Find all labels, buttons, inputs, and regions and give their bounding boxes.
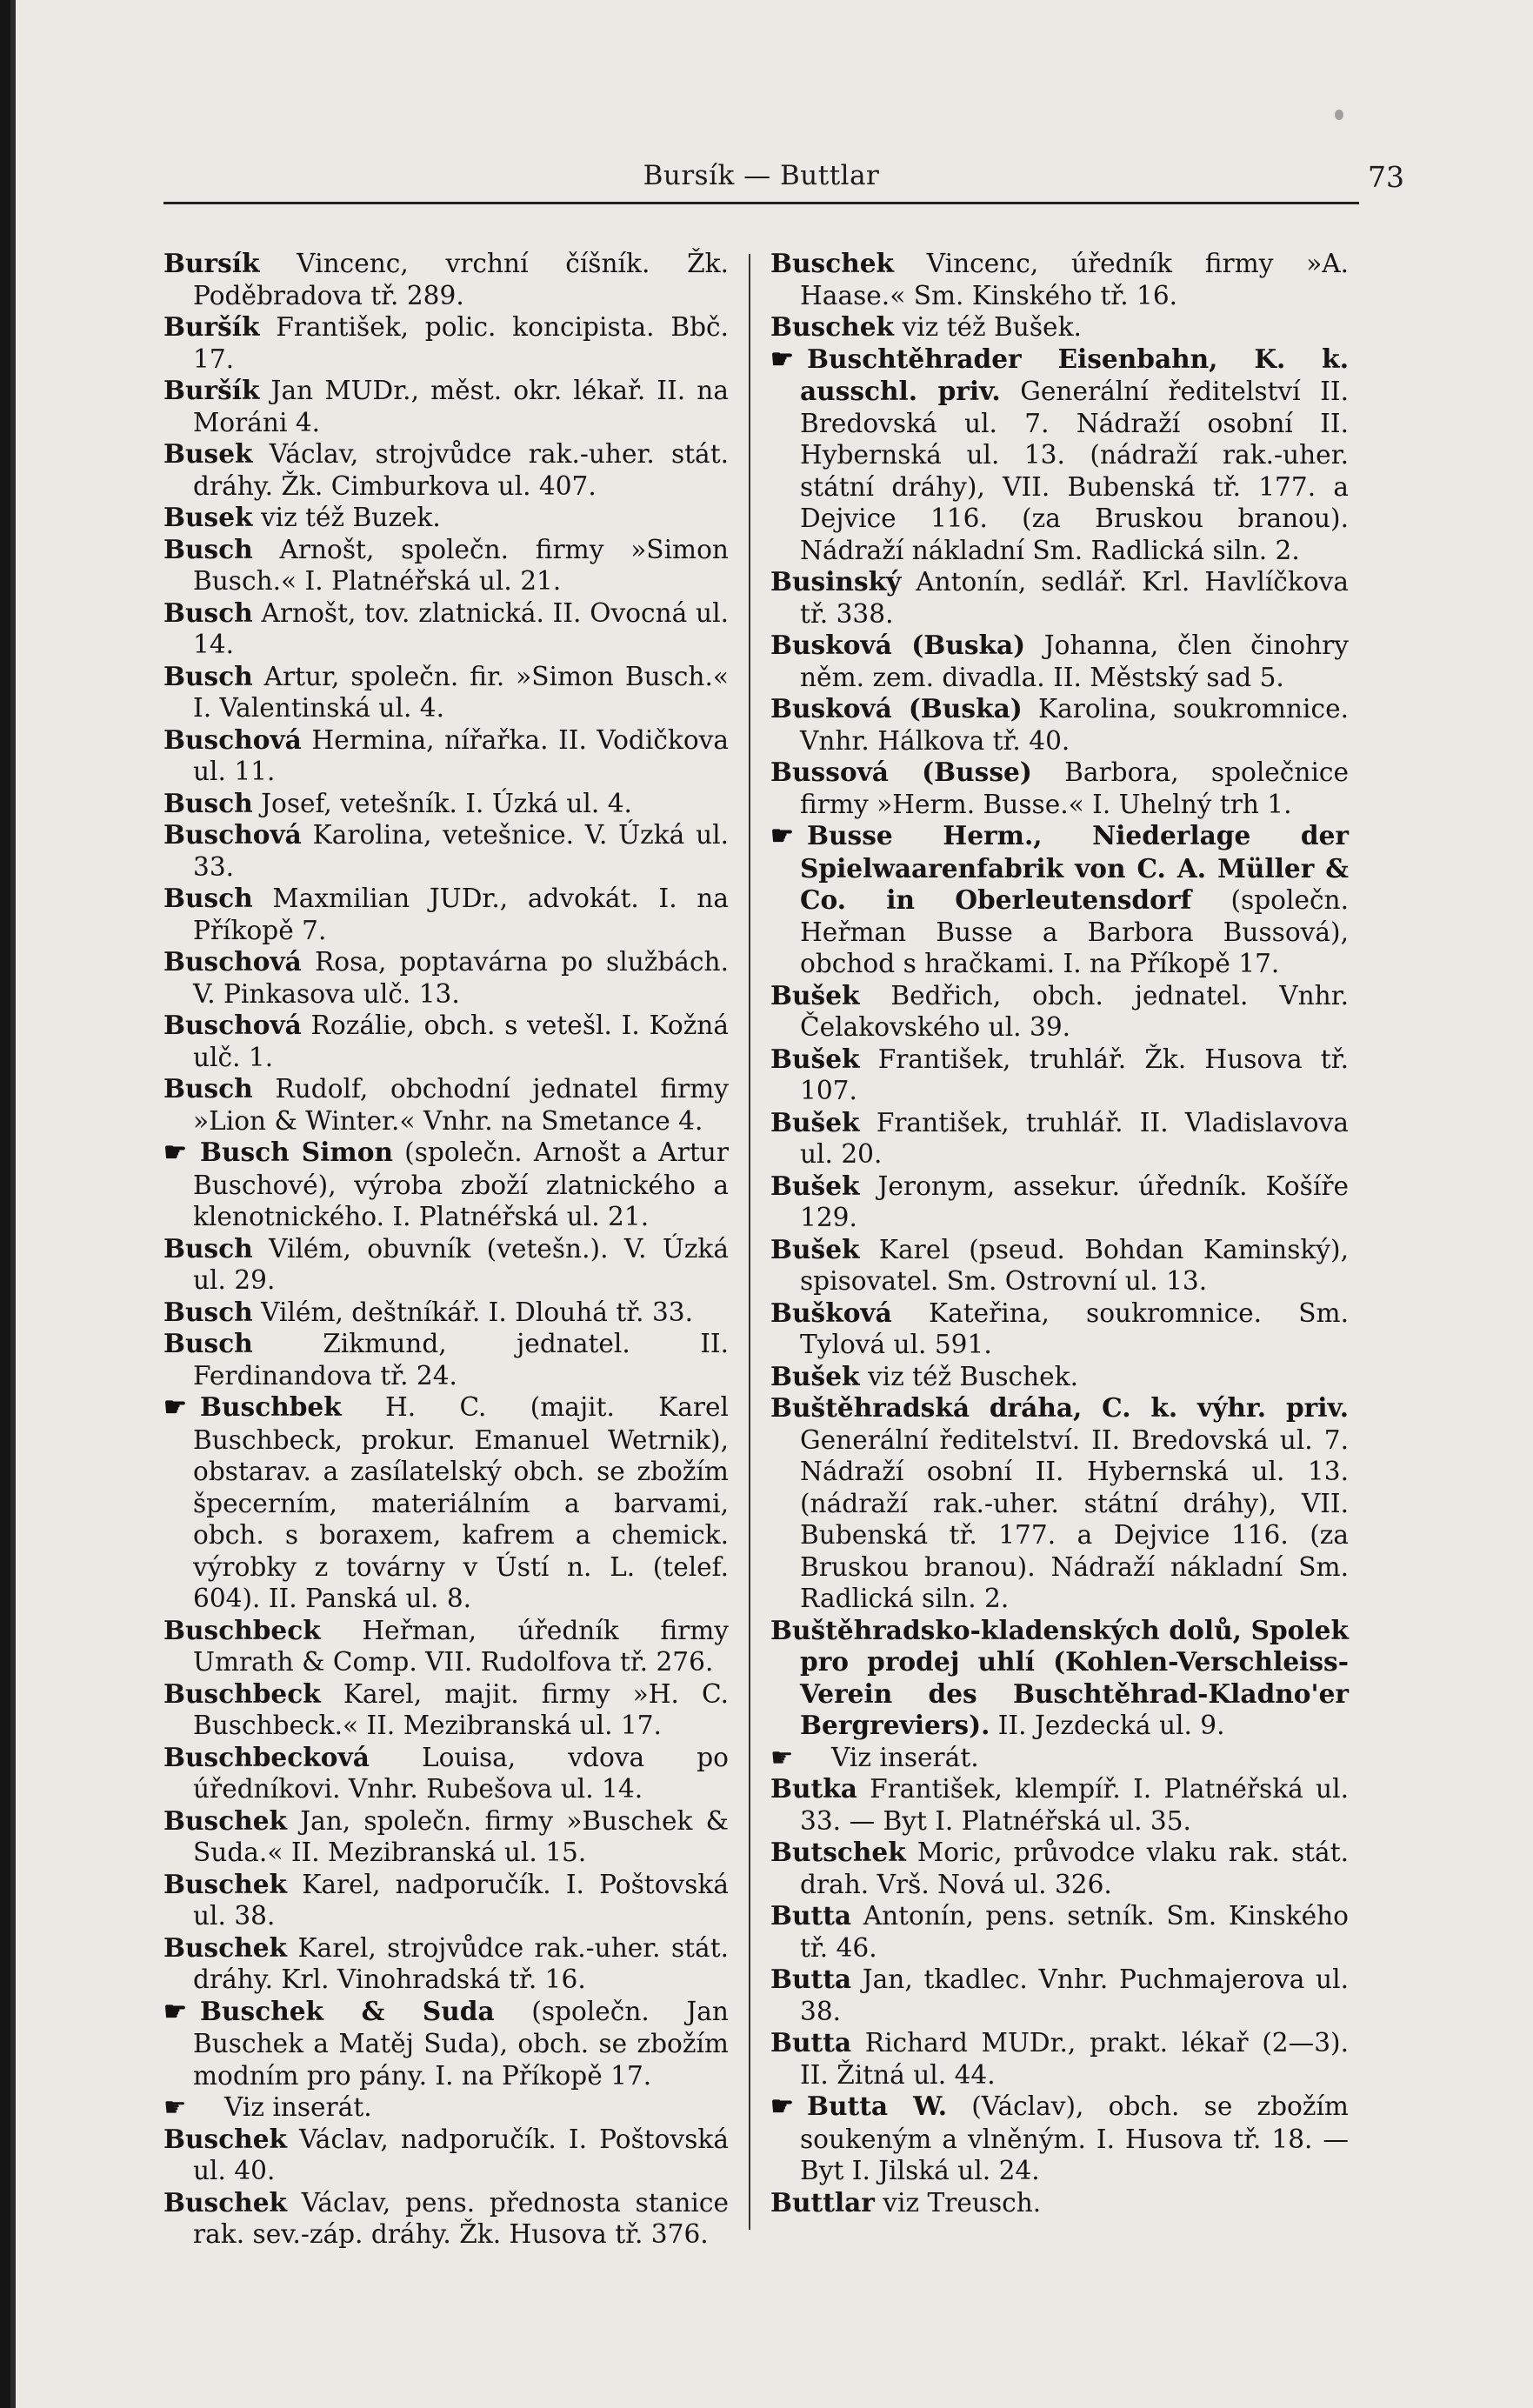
entry-name: Buschbek xyxy=(200,1391,342,1422)
directory-entry xyxy=(770,1900,1349,1964)
entry-details: Zikmund, jednatel. II. Ferdinandova tř. 24. xyxy=(193,1329,729,1391)
entry-details: Generální ředitelství. II. Bredovská ul. 7. Nádraží osobní II. Hybernská ul. 13. (nádraží rak.-uher. státní dráhy), VII. Bubenská tř. 177. a Dejvice 116. (za Bruskou branou). Nádraží nákladní Sm. Radlická siln. 2. xyxy=(800,1424,1349,1613)
pointing-hand-icon: ☛ xyxy=(163,1137,187,1168)
entry-name: Busch xyxy=(163,533,253,564)
entry-details: (společn. Jan Buschek a Matěj Suda), obch. se zbožím modním pro pány. I. na Příkopě 17. xyxy=(193,1996,729,2091)
entry-details: Heřman, úředník firmy Umrath & Comp. VII. Rudolfova tř. 276. xyxy=(193,1615,729,1677)
directory-page xyxy=(10,0,1533,2408)
entry-details: Rosa, poptavárna po službách. V. Pinkasova ulč. 13. xyxy=(193,947,729,1009)
directory-entry xyxy=(163,1678,729,1742)
directory-entry xyxy=(163,1742,729,1805)
entry-details: (společn. Heřman Busse a Barbora Bussová), obchod s hračkami. I. na Příkopě 17. xyxy=(800,885,1349,978)
entry-name: Busse Herm., Niederlage der Spielwaarenfabrik von C. A. Müller & Co. in Oberleutensdorf xyxy=(800,820,1349,915)
directory-entry xyxy=(770,820,1349,980)
entry-details: viz Treusch. xyxy=(874,2187,1042,2218)
entry-details: Karel, nadporučík. I. Poštovská ul. 38. xyxy=(193,1869,729,1931)
entry-name: Buschtěhrader Eisenbahn, K. k. ausschl. priv. xyxy=(800,343,1349,406)
directory-entry xyxy=(163,438,729,502)
entry-name: Buršík xyxy=(163,311,260,342)
directory-entry xyxy=(770,248,1349,311)
entry-details: (Václav), obch. se zbožím soukeným a vlněným. I. Husova tř. 18. — Byt I. Jilská ul. 24. xyxy=(800,2091,1349,2185)
entry-name: Butta xyxy=(770,1900,852,1931)
directory-entry xyxy=(770,2091,1349,2187)
entry-name: Buschbecková xyxy=(163,1741,370,1772)
directory-entry xyxy=(770,344,1349,567)
entry-details: viz též Buschek. xyxy=(859,1361,1079,1391)
pointing-hand-icon: ☛ xyxy=(770,344,794,375)
directory-entry xyxy=(770,1044,1349,1107)
entry-details: Vincenc, úředník firmy »A. Haase.« Sm. Kinského tř. 16. xyxy=(800,249,1349,310)
entry-details: Rudolf, obchodní jednatel firmy »Lion & Winter.« Vnhr. na Smetance 4. xyxy=(193,1074,729,1136)
entry-name: Bušek xyxy=(770,1170,860,1201)
entry-details: Antonín, sedlář. Krl. Havlíčkova tř. 338. xyxy=(800,567,1349,629)
entry-name: Buschbeck xyxy=(163,1678,321,1709)
advert-note xyxy=(163,2091,729,2124)
entry-name: Buschek xyxy=(163,1931,288,1963)
entry-name: Busch xyxy=(163,883,253,913)
running-head: Bursík — Buttlar xyxy=(643,160,880,191)
entry-name: Buštěhradská dráha, C. k. výhr. priv. xyxy=(770,1392,1349,1423)
directory-entry xyxy=(163,1073,729,1137)
directory-entry xyxy=(770,1615,1349,1742)
entry-name: Buschek xyxy=(163,1804,288,1836)
directory-entry xyxy=(770,1361,1349,1393)
directory-entry xyxy=(163,788,729,820)
advert-note-text: Viz inserát. xyxy=(831,1742,979,1772)
directory-entry xyxy=(770,980,1349,1044)
directory-entry xyxy=(163,661,729,724)
entry-name: Bušek xyxy=(770,1233,860,1264)
directory-entry xyxy=(163,248,729,311)
entry-details: Vilém, obuvník (vetešn.). V. Úzká ul. 29. xyxy=(193,1233,729,1295)
entry-details: Maxmilian JUDr., advokát. I. na Příkopě 7. xyxy=(193,884,729,945)
entry-details: Karolina, vetešnice. V. Úzká ul. 33. xyxy=(193,820,729,882)
entry-details: Bedřich, obch. jednatel. Vnhr. Čelakovského ul. 39. xyxy=(800,980,1349,1042)
directory-entry xyxy=(163,883,729,946)
entry-name: Busch xyxy=(163,660,253,691)
directory-entry xyxy=(163,819,729,883)
entry-details: Artur, společn. fir. »Simon Busch.« I. Valentinská ul. 4. xyxy=(193,661,729,723)
directory-entry xyxy=(770,1107,1349,1171)
directory-entry xyxy=(163,724,729,788)
entry-name: Buschek xyxy=(163,1868,288,1899)
entry-details: Rozálie, obch. s vetešl. I. Kožná ulč. 1. xyxy=(193,1011,729,1072)
entry-details: Arnošt, tov. zlatnická. II. Ovocná ul. 14. xyxy=(193,597,729,659)
entry-details: Generální ředitelství II. Bredovská ul. 7. Nádraží osobní II. Hybernská ul. 13. (nádraží rak.-uher. státní dráhy), VII. Bubenská tř. 177. a Dejvice 116. (za Bruskou branou). Nádraží nákladní Sm. Radlická siln. 2. xyxy=(800,377,1349,565)
directory-entry xyxy=(770,1773,1349,1837)
entry-details: Karel, strojvůdce rak.-uher. stát. dráhy. Krl. Vinohradská tř. 16. xyxy=(193,1932,729,1994)
directory-entry xyxy=(770,757,1349,820)
pointing-hand-icon: ☛ xyxy=(163,1996,187,2027)
entry-details: Kateřina, soukromnice. Sm. Tylová ul. 591. xyxy=(800,1297,1349,1359)
directory-entry xyxy=(163,502,729,534)
entry-details: František, truhlář. Žk. Husova tř. 107. xyxy=(800,1044,1349,1105)
entry-details: viz též Bušek. xyxy=(894,312,1082,342)
entry-details: Jan MUDr., měst. okr. lékař. II. na Moráni 4. xyxy=(193,376,729,437)
directory-entry xyxy=(770,2027,1349,2091)
entry-name: Bušek xyxy=(770,1106,860,1137)
entry-details: Václav, strojvůdce rak.-uher. stát. dráhy. Žk. Cimburkova ul. 407. xyxy=(193,439,729,501)
entry-name: Buršík xyxy=(163,375,260,405)
entry-name: Butschek xyxy=(770,1837,906,1867)
entry-name: Butta xyxy=(770,1964,852,1994)
directory-entry xyxy=(770,1392,1349,1615)
entry-name: Buschek xyxy=(770,248,895,278)
entry-name: Busch xyxy=(163,597,253,628)
entry-details: Barbora, společnice firmy »Herm. Busse.« I. Uhelný trh 1. xyxy=(800,757,1349,819)
entry-name: Buštěhradsko-kladenských dolů, Spolek pro prodej uhlí (Kohlen-Verschleiss-Verein des Buschtěhrad-Kladno'er Bergreviers). xyxy=(770,1614,1349,1740)
entry-name: Businský xyxy=(770,566,902,597)
entry-name: Busch xyxy=(163,1296,253,1327)
entry-details: Hermina, nířařka. II. Vodičkova ul. 11. xyxy=(193,724,729,786)
entry-details: Louisa, vdova po úředníkovi. Vnhr. Rubešova ul. 14. xyxy=(193,1742,729,1804)
entry-name: Busch xyxy=(163,1232,253,1264)
entry-details: Karel, majit. firmy »H. C. Buschbeck.« II. Mezibranská ul. 17. xyxy=(193,1678,729,1740)
entry-details: Karel (pseud. Bohdan Kaminský), spisovatel. Sm. Ostrovní ul. 13. xyxy=(800,1234,1349,1296)
entry-details: viz též Buzek. xyxy=(252,503,441,532)
directory-entry xyxy=(163,1328,729,1391)
entry-name: Busková (Buska) xyxy=(770,693,1023,724)
entry-name: Buschek & Suda xyxy=(200,1995,495,2026)
entry-details: Richard MUDr., prakt. lékař (2—3). II. Žitná ul. 44. xyxy=(800,2028,1349,2090)
right-column xyxy=(770,248,1349,2218)
entry-name: Busek xyxy=(163,502,253,532)
entry-name: Bušek xyxy=(770,1043,860,1074)
directory-entry xyxy=(770,566,1349,630)
entry-details: Vilém, deštníkář. I. Dlouhá tř. 33. xyxy=(252,1297,694,1327)
directory-entry xyxy=(163,1615,729,1678)
directory-entry xyxy=(163,2187,729,2251)
left-column xyxy=(163,248,729,2251)
entry-details: Arnošt, společn. firmy »Simon Busch.« I. Platnéřská ul. 21. xyxy=(193,534,729,596)
directory-entry xyxy=(163,311,729,375)
entry-details: Josef, vetešník. I. Úzká ul. 4. xyxy=(252,788,632,818)
entry-name: Busch xyxy=(163,787,253,818)
directory-entry xyxy=(163,2124,729,2187)
entry-name: Buttlar xyxy=(770,2186,875,2218)
entry-name: Bušek xyxy=(770,1360,860,1391)
directory-entry xyxy=(163,1137,729,1233)
entry-details: (společn. Arnošt a Artur Buschové), výroba zboží zlatnického a klenotnického. I. Platnéřská ul. 21. xyxy=(193,1137,729,1231)
entry-details: II. Jezdecká ul. 9. xyxy=(990,1711,1225,1740)
directory-entry xyxy=(163,946,729,1010)
entry-name: Buschek xyxy=(163,2123,288,2154)
entry-details: Antonín, pens. setník. Sm. Kinského tř. 46. xyxy=(800,1901,1349,1963)
entry-details: Václav, nadporučík. I. Poštovská ul. 40. xyxy=(193,2124,729,2185)
entry-details: František, klempíř. I. Platnéřská ul. 33. — Byt I. Platnéřská ul. 35. xyxy=(800,1774,1349,1836)
advert-note xyxy=(770,1742,1349,1774)
entry-name: Butta W. xyxy=(807,2091,948,2121)
entry-details: František, truhlář. II. Vladislavova ul. 20. xyxy=(800,1107,1349,1169)
directory-entry xyxy=(163,1996,729,2092)
entry-details: Jan, tkadlec. Vnhr. Puchmajerova ul. 38. xyxy=(800,1964,1349,2026)
entry-details: Václav, pens. přednosta stanice rak. sev.-záp. dráhy. Žk. Husova tř. 376. xyxy=(193,2187,729,2249)
page-header xyxy=(163,153,1404,204)
entry-name: Butta xyxy=(770,2027,852,2058)
directory-entry xyxy=(770,1964,1349,2027)
entry-details: Vincenc, vrchní číšník. Žk. Poděbradova tř. 289. xyxy=(193,249,729,310)
entry-name: Buschbeck xyxy=(163,1614,321,1645)
entry-details: František, polic. koncipista. Bbč. 17. xyxy=(193,312,729,374)
entry-name: Buschek xyxy=(163,2186,288,2218)
entry-name: Bussová (Busse) xyxy=(770,757,1032,787)
entry-details: H. C. (majit. Karel Buschbeck, prokur. Emanuel Wetrnik), obstarav. a zasílatelský obch. se zbožím špecerním, materiálním a barvami, obch. s boraxem, kafrem a chemick. výrobky z továrny v Ústí n. L. (telef. 604). II. Panská ul. 8. xyxy=(193,1392,729,1613)
entry-name: Busek xyxy=(163,438,253,469)
directory-entry xyxy=(163,1010,729,1073)
entry-name: Buschová xyxy=(163,724,302,755)
entry-name: Butka xyxy=(770,1773,857,1804)
pointing-fist-icon: ☛ xyxy=(163,2092,187,2122)
directory-entry xyxy=(770,2187,1349,2219)
entry-name: Buschová xyxy=(163,1010,302,1040)
entry-name: Bursík xyxy=(163,248,260,278)
entry-details: Johanna, člen činohry něm. zem. divadla. II. Městský sad 5. xyxy=(800,630,1350,692)
directory-entry xyxy=(163,1932,729,1996)
directory-entry xyxy=(163,597,729,661)
directory-entry xyxy=(770,1297,1349,1361)
pointing-hand-icon: ☛ xyxy=(770,821,794,851)
entry-name: Busch xyxy=(163,1073,253,1104)
entry-details: Karolina, soukromnice. Vnhr. Hálkova tř. 40. xyxy=(800,694,1349,756)
directory-entry xyxy=(163,1869,729,1932)
pointing-fist-icon: ☛ xyxy=(770,1742,794,1772)
entry-name: Busch xyxy=(163,1328,253,1358)
entry-name: Buschová xyxy=(163,946,302,977)
directory-entry xyxy=(163,1805,729,1869)
directory-entry xyxy=(770,1234,1349,1297)
pointing-hand-icon: ☛ xyxy=(163,1392,187,1423)
entry-name: Busková (Buska) xyxy=(770,630,1026,660)
paper-speck xyxy=(1335,110,1343,120)
directory-entry xyxy=(770,1171,1349,1234)
page-number: 73 xyxy=(1368,160,1404,194)
directory-entry xyxy=(770,630,1349,693)
entry-details: Moric, průvodce vlaku rak. stát. drah. Vrš. Nová ul. 326. xyxy=(800,1838,1349,1899)
directory-entry xyxy=(163,1233,729,1297)
directory-entry xyxy=(770,693,1349,757)
directory-entry xyxy=(770,311,1349,344)
directory-entry xyxy=(163,534,729,597)
entry-name: Buschek xyxy=(770,311,895,342)
entry-details: Jeronym, assekur. úředník. Košíře 129. xyxy=(800,1171,1349,1232)
directory-entry xyxy=(163,1391,729,1615)
entry-name: Bušková xyxy=(770,1297,892,1328)
advert-note-text: Viz inserát. xyxy=(224,2092,372,2122)
entry-details: Jan, společn. firmy »Buschek & Suda.« II. Mezibranská ul. 15. xyxy=(193,1805,729,1867)
directory-entry xyxy=(163,375,729,438)
directory-entry xyxy=(770,1837,1349,1900)
entry-name: Bušek xyxy=(770,979,860,1011)
pointing-hand-icon: ☛ xyxy=(770,2091,794,2122)
entry-name: Buschová xyxy=(163,819,302,850)
directory-entry xyxy=(163,1297,729,1329)
column-divider xyxy=(749,254,750,2230)
entry-name: Busch Simon xyxy=(200,1137,393,1167)
